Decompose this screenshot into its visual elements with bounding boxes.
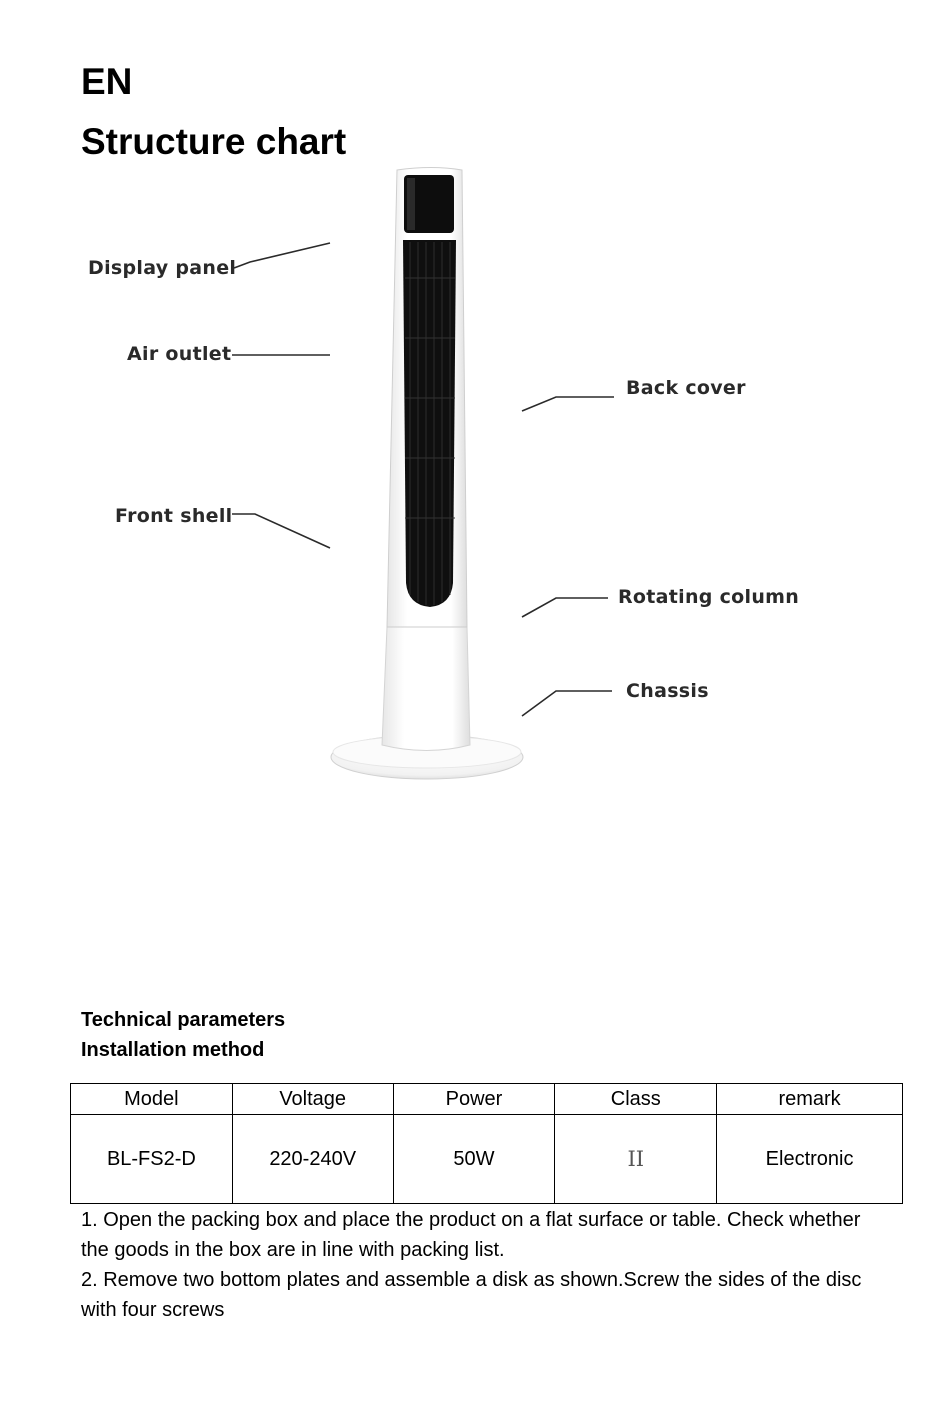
installation-step: 2. Remove two bottom plates and assemble a disk as shown.Screw the sides of the disc with four screws (81, 1269, 862, 1321)
header-class: Class (555, 1084, 717, 1115)
language-code: EN (81, 61, 133, 102)
cell-remark: Electronic (717, 1115, 903, 1204)
technical-parameters-table (70, 1083, 903, 1204)
label-rotating-column: Rotating column (618, 586, 800, 608)
rotating-column-body (382, 627, 470, 751)
header-voltage: Voltage (232, 1084, 393, 1115)
page-title: Structure chart (81, 121, 347, 162)
cell-voltage: 220-240V (232, 1115, 393, 1204)
label-back-cover: Back cover (626, 377, 746, 399)
header-power: Power (393, 1084, 555, 1115)
air-outlet-grille (403, 240, 456, 607)
label-front-shell: Front shell (115, 505, 233, 527)
cell-power: 50W (393, 1115, 555, 1204)
header-model: Model (71, 1084, 233, 1115)
section-technical-parameters: Technical parameters (81, 1009, 286, 1031)
label-display-panel: Display panel (88, 257, 237, 279)
tower-fan-structure-diagram (0, 160, 950, 800)
table-row (71, 1115, 903, 1204)
installation-step: 1. Open the packing box and place the product on a flat surface or table. Check whether the goods in the box are in line with packing list. (81, 1209, 861, 1261)
cell-class: II (555, 1115, 717, 1204)
cell-model: BL-FS2-D (71, 1115, 233, 1204)
installation-steps (81, 1205, 881, 1325)
label-air-outlet: Air outlet (127, 343, 232, 365)
section-installation-method: Installation method (81, 1039, 265, 1061)
header-remark: remark (717, 1084, 903, 1115)
label-chassis: Chassis (626, 680, 709, 702)
table-header-row (71, 1084, 903, 1115)
